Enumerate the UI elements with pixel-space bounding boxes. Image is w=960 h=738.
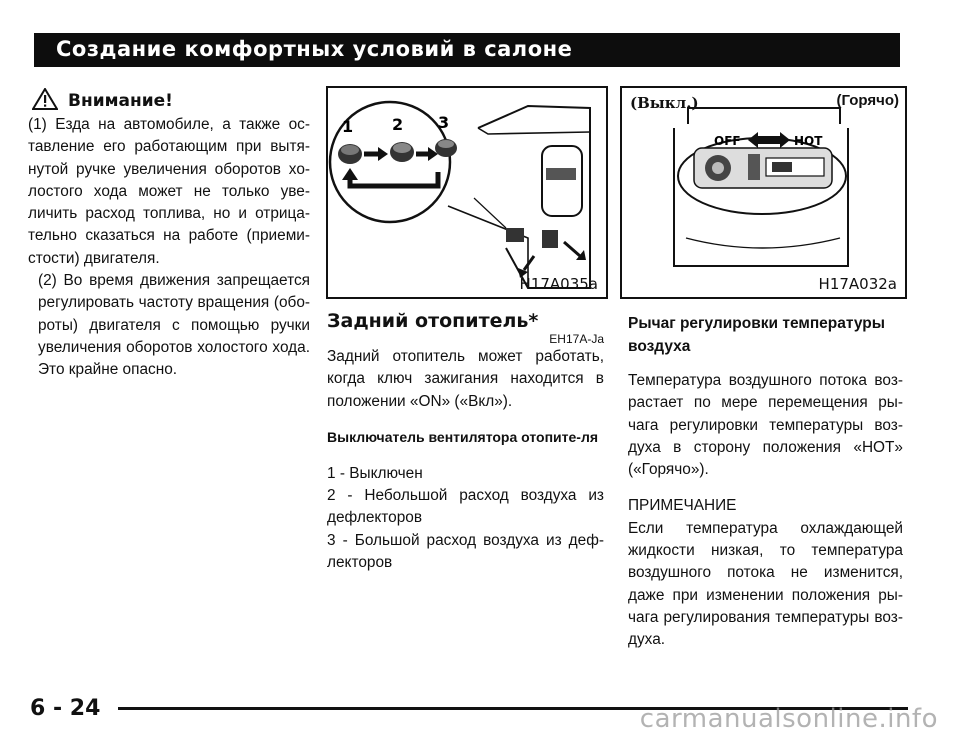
fan-item-2: 2 - Небольшой расход воздуха из дефлекторов — [327, 487, 604, 527]
figure-code: H17A032a — [818, 275, 897, 293]
temperature-lever-title: Рычаг регулировки температуры воздуха — [628, 315, 885, 355]
fan-knob-1-icon — [338, 144, 362, 164]
rear-heater-illustration — [328, 88, 606, 297]
warning-triangle-icon — [32, 88, 58, 115]
fan-knob-2-icon — [390, 142, 414, 162]
rear-heater-title: Задний отопитель* — [327, 310, 539, 332]
watermark: carmanualsonline.info — [639, 704, 938, 734]
page-number: 6 - 24 — [30, 696, 101, 721]
temperature-lever-figure — [620, 86, 907, 299]
knob-number-2: 2 — [392, 115, 404, 134]
fan-item-3: 3 - Большой расход воздуха из деф-лекторов — [327, 531, 604, 572]
warning-title: Внимание! — [68, 91, 173, 111]
rear-heater-figure — [326, 86, 608, 299]
off-label: (Выкл.) — [630, 94, 699, 112]
off-marking: OFF — [714, 134, 741, 148]
section-code: EH17A-Ja — [549, 332, 604, 346]
fan-item-1: 1 - Выключен — [327, 464, 423, 482]
knob-number-3: 3 — [438, 113, 450, 132]
warning-block — [28, 88, 310, 382]
figure-code: H17A035a — [519, 275, 598, 293]
temperature-lever-illustration — [622, 88, 905, 297]
temperature-lever-section — [628, 312, 903, 652]
warning-paragraph-1: (1) Езда на автомобиле, а также ос-тавление его работающим при вытя-нутой ручке увеличения оборотов хо-лостого хода может не только уве-личить расход топлива, но и отрица-тельно сказаться на работе (приеми-стости) двигателя. — [28, 116, 310, 267]
temperature-lever-body: Температура воздушного потока воз-растает по мере перемещения ры-чага регулировки температуры воз-духа в сторону положения «HOT» («Горячо»). — [628, 372, 903, 479]
hot-marking: HOT — [794, 134, 823, 148]
note-title: ПРИМЕЧАНИЕ — [628, 497, 737, 515]
fan-knob-3-icon — [435, 139, 457, 157]
note-body: Если температура охлаждающей жидкости низкая, то температура воздушного потока не изменится, даже при изменении положения ры-чага регулирования температуры воз-духа. — [628, 519, 903, 649]
section-title: Создание комфортных условий в салоне — [56, 37, 573, 61]
hot-label: (Горячо) — [836, 92, 899, 109]
rear-heater-section — [327, 310, 604, 574]
knob-number-1: 1 — [342, 117, 354, 136]
rear-heater-body: Задний отопитель может работать, когда ключ зажигания находится в положении «ON» («Вкл»). — [327, 348, 604, 410]
section-banner — [34, 33, 900, 67]
fan-switch-title: Выключатель вентилятора отопите-ля — [327, 428, 599, 445]
warning-header — [32, 88, 310, 114]
warning-paragraph-2: (2) Во время движения запрещается регулировать частоту вращения (обо-роты) двигателя с помощью ручки увеличения оборотов холостого хода. Это крайне опасно. — [38, 272, 310, 379]
